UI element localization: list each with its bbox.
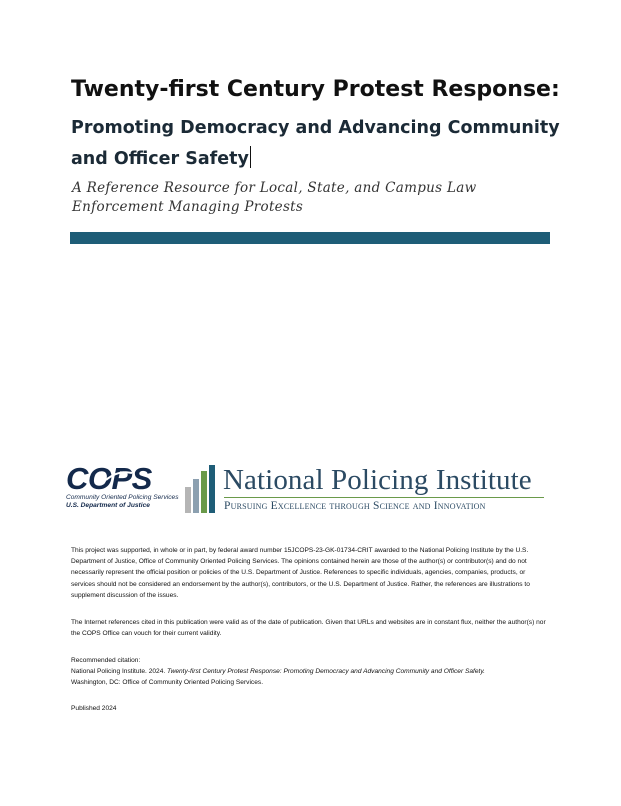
- recommended-citation: [71, 655, 549, 689]
- citation-heading: Recommended citation:: [71, 657, 141, 664]
- npi-tagline: Pursuing Excellence through Science and Innovation: [224, 500, 486, 512]
- internet-references-note: The Internet references cited in this publication were valid as of the date of publication. Given that URLs and websites are in constant flux, neither the author(s) nor the COPS Office can vouch for their current validity.: [71, 619, 546, 638]
- cops-logo: [64, 461, 179, 514]
- npi-divider: [224, 497, 544, 498]
- tagline-line-1: A Reference Resource for Local, State, and Campus Law: [72, 180, 477, 196]
- cops-org-name: Community Oriented Policing Services: [66, 494, 179, 501]
- citation-prefix: National Policing Institute. 2024.: [71, 668, 166, 676]
- accent-rule: [70, 232, 550, 244]
- npi-logo: [183, 462, 553, 514]
- subtitle-line-1: Promoting Democracy and Advancing Community: [71, 118, 560, 138]
- cops-swoosh-icon: [104, 470, 134, 482]
- npi-bars-icon: [183, 465, 219, 513]
- cops-wordmark: COPS: [66, 461, 152, 496]
- document-tagline: [72, 179, 552, 217]
- citation-publisher: Washington, DC: Office of Community Oriented Policing Services.: [71, 679, 264, 687]
- document-title: Twenty-first Century Protest Response:: [71, 77, 560, 102]
- funding-disclaimer: This project was supported, in whole or in part, by federal award number 15JCOPS-23-GK-01734-CRIT awarded to the National Policing Institute by the U.S. Department of Justice, Office of Community Oriented Policing Services. The opinions contained herein are those of the author(s) or contributor(s) and do not necessarily represent the official position or policies of the U.S. Department of Justice. References to specific individuals, agencies, companies, products, or services should not be considered an endorsement by the author(s), contributors, or the U.S. Department of Justice. Rather, the references are illustrations to supplement discussion of the issues.: [71, 547, 530, 599]
- text-cursor: [250, 146, 252, 168]
- cops-department: U.S. Department of Justice: [66, 502, 150, 509]
- tagline-line-2: Enforcement Managing Protests: [72, 199, 304, 215]
- npi-name: National Policing Institute: [223, 464, 532, 496]
- document-subtitle[interactable]: [71, 113, 561, 175]
- citation-title: Twenty-first Century Protest Response: Promoting Democracy and Advancing Community and Officer Safety.: [167, 668, 486, 676]
- publication-year: Published 2024: [71, 705, 117, 712]
- subtitle-line-2: and Officer Safety: [71, 149, 249, 169]
